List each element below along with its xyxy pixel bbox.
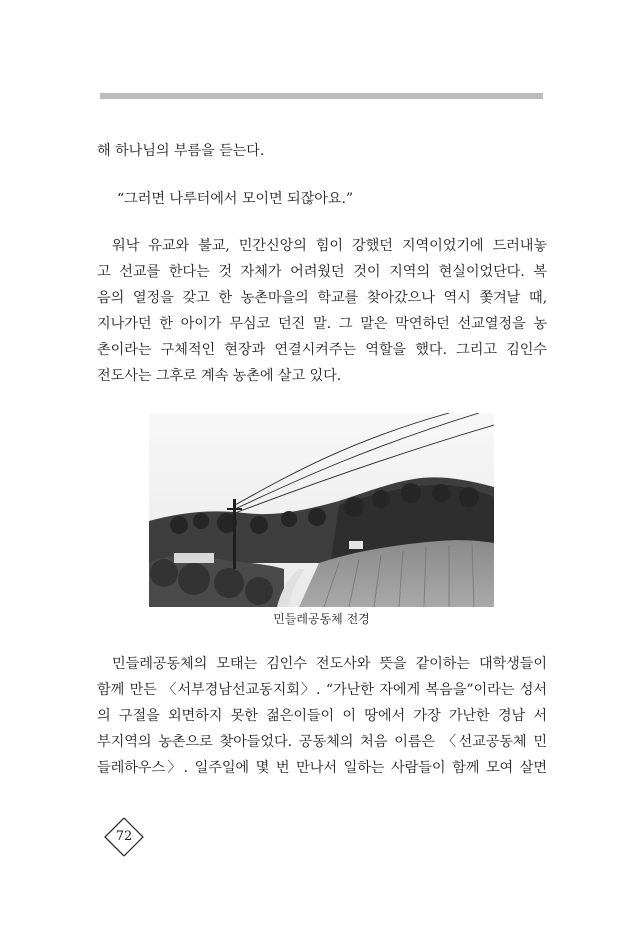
paragraph-1-line-5: 촌이라는 구체적인 현장과 연결시켜주는 역할을 했다. 그리고 김인수 — [97, 342, 547, 358]
paragraph-2-line-5: 들레하우스〉. 일주일에 몇 번 만나서 일하는 사람들이 함께 모여 살면 — [97, 760, 547, 776]
paragraph-2-line-2: 함께 만든 〈서부경남선교동지회〉. “가난한 자에게 복음을”이라는 성서 — [97, 682, 547, 698]
photo-caption: 민들레공동체 전경 — [273, 612, 370, 626]
village-landscape-photo — [149, 413, 494, 607]
paragraph-2-line-3: 의 구절을 외면하지 못한 젊은이들이 이 땅에서 가장 가난한 경남 서 — [97, 708, 547, 724]
paragraph-1-line-1: 워낙 유교와 불교, 민간신앙의 힘이 강했던 지역이었기에 드러내놓 — [112, 238, 547, 254]
paragraph-1-line-4: 지나가던 한 아이가 무심코 던진 말. 그 말은 막연하던 선교열정을 농 — [97, 316, 547, 332]
quote-line: “그러면 나루터에서 모이면 되잖아요.” — [117, 191, 354, 207]
paragraph-1-line-2: 고 선교를 한다는 것 자체가 어려웠던 것이 지역의 현실이었단다. 복 — [97, 264, 547, 280]
paragraph-2-line-1: 민들레공동체의 모태는 김인수 전도사와 뜻을 같이하는 대학생들이 — [112, 656, 547, 672]
paragraph-2-line-4: 부지역의 농촌으로 찾아들었다. 공동체의 처음 이름은 〈선교공동체 민 — [97, 734, 547, 750]
header-rule — [100, 93, 543, 99]
paragraph-1-line-6: 전도사는 그후로 계속 농촌에 살고 있다. — [97, 368, 342, 384]
intro-line: 해 하나님의 부름을 듣는다. — [97, 143, 265, 159]
paragraph-1-line-3: 음의 열정을 갖고 한 농촌마을의 학교를 찾아갔으나 역시 쫓겨날 때, — [97, 290, 547, 306]
page-number: 72 — [115, 829, 133, 844]
